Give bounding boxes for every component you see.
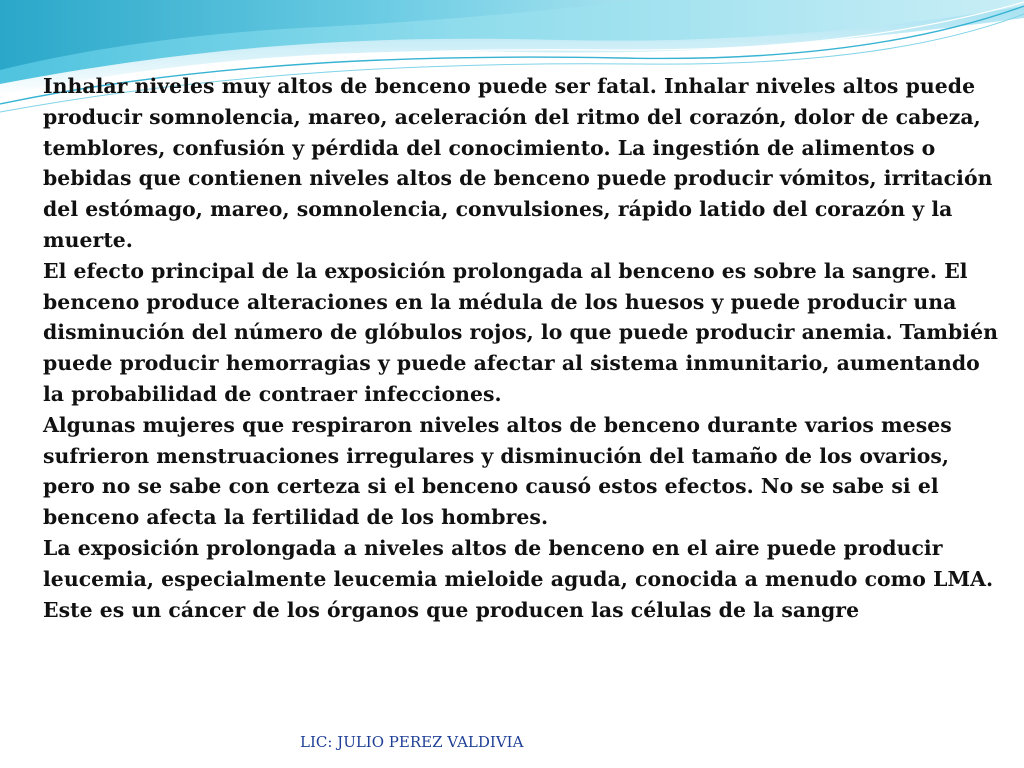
body-text (43, 71, 1003, 625)
paragraph-leucemia: La exposición prolongada a niveles altos de benceno en el aire puede producir leucemia, especialmente leucemia mieloide aguda, conocida a menudo como LMA. Este es un cáncer de los órganos que producen las células de la sangre (43, 535, 994, 622)
paragraph-inhalacion: Inhalar niveles muy altos de benceno puede ser fatal. Inhalar niveles altos puede producir somnolencia, mareo, aceleración del ritmo del corazón, dolor de cabeza, temblores, confusión y pérdida del conocimiento. La ingestión de alimentos o bebidas que contienen niveles altos de benceno puede producir vómitos, irritación del estómago, mareo, somnolencia, convulsiones, rápido latido del corazón y la muerte. (43, 74, 993, 252)
paragraph-efecto-sangre: El efecto principal de la exposición prolongada al benceno es sobre la sangre. El benceno produce alteraciones en la médula de los huesos y puede producir una disminución del número de glóbulos rojos, lo que puede producir anemia. También puede producir hemorragias y puede afectar al sistema inmunitario, aumentando la probabilidad de contraer infecciones. (43, 258, 998, 406)
paragraph-mujeres: Algunas mujeres que respiraron niveles altos de benceno durante varios meses sufrieron menstruaciones irregulares y disminución del tamaño de los ovarios, pero no se sabe con certeza si el benceno causó estos efectos. No se sabe si el benceno afecta la fertilidad de los hombres. (43, 412, 952, 530)
footer-author: LIC: JULIO PEREZ VALDIVIA (300, 733, 524, 751)
